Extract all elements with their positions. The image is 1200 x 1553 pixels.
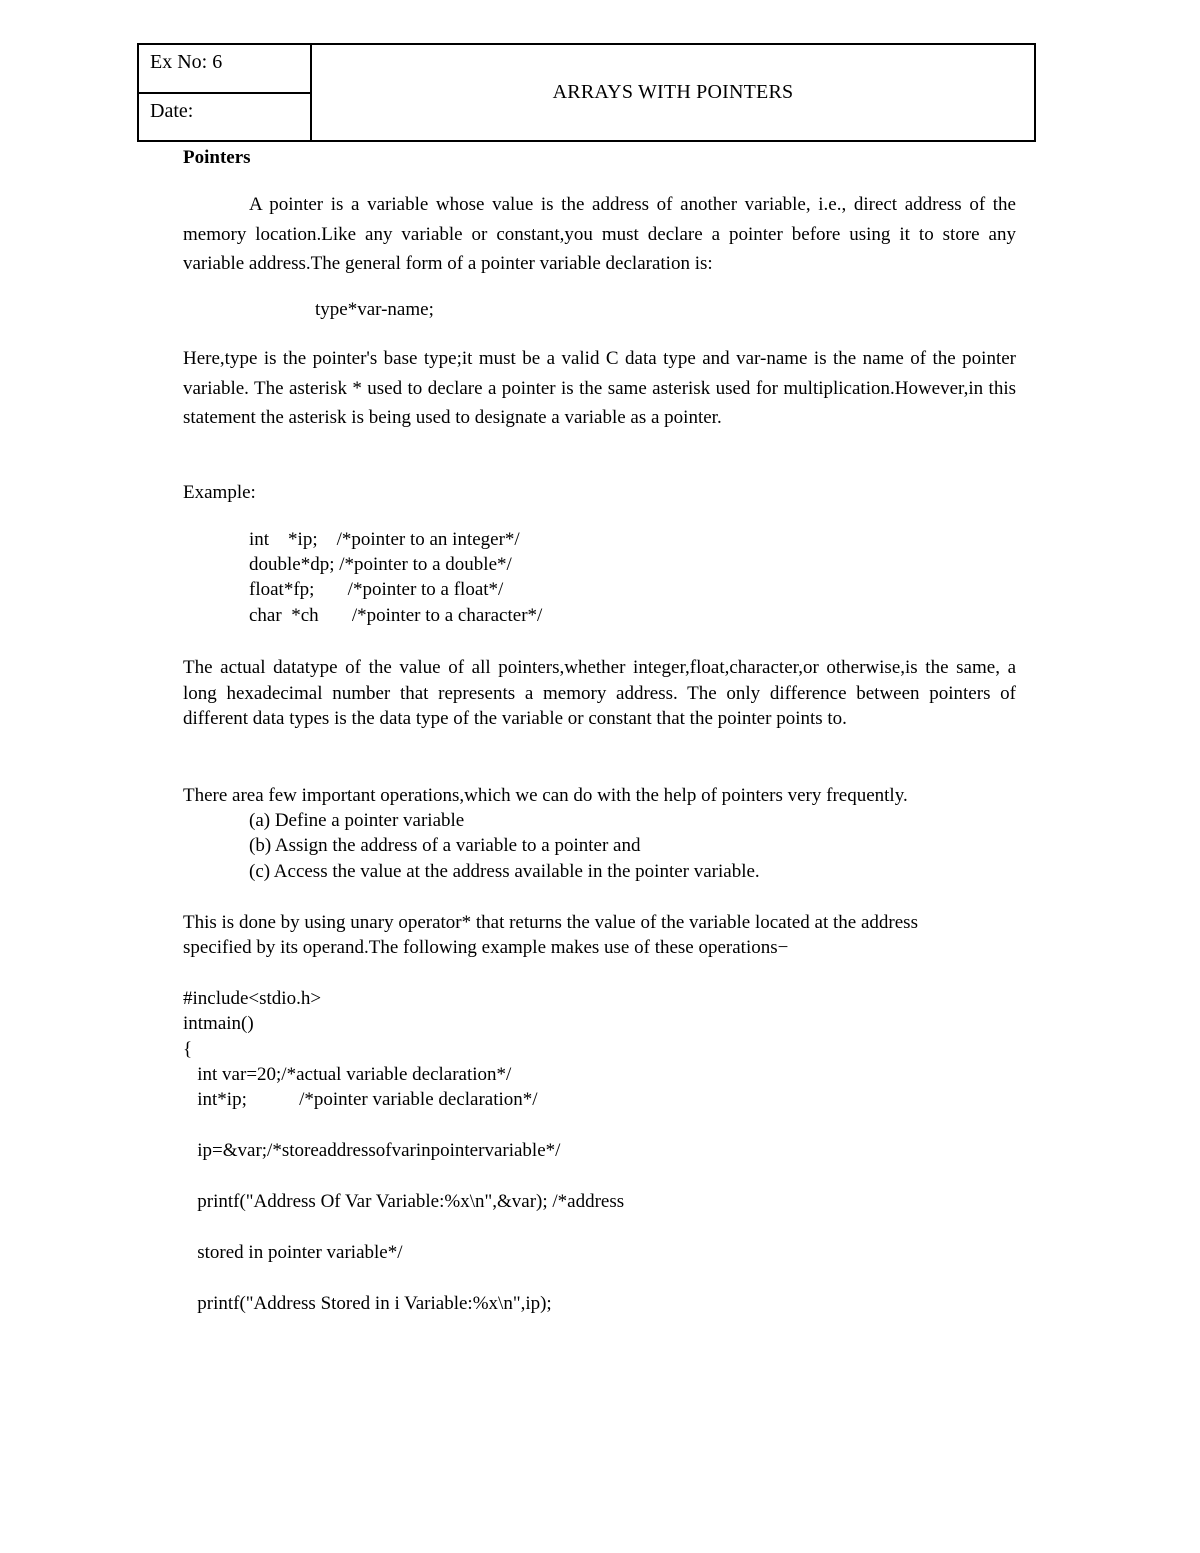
example-line: char *ch /*pointer to a character*/ — [249, 605, 543, 626]
example-line: float*fp; /*pointer to a float*/ — [249, 579, 504, 600]
datatype-paragraph: The actual datatype of the value of all pointers,whether integer,float,character,or otherwise,is the same, a long hexadecimal number that represents a memory address. The only difference between pointers of different data types is the data type of the variable or constant that the pointer points to. — [183, 657, 1016, 729]
syntax-line: type*var-name; — [315, 299, 434, 320]
code-line: printf("Address Stored in i Variable:%x\n",ip); — [183, 1293, 552, 1314]
unary-paragraph-line: This is done by using unary operator* that returns the value of the variable located at the address — [183, 912, 918, 933]
header-table — [137, 43, 1036, 142]
code-line: #include<stdio.h> — [183, 988, 322, 1009]
operations-intro: There area few important operations,which we can do with the help of pointers very frequently. — [183, 785, 908, 806]
header-left-column — [139, 45, 312, 140]
operation-item: (b) Assign the address of a variable to a pointer and — [249, 835, 641, 856]
intro-paragraph: A pointer is a variable whose value is the address of another variable, i.e., direct address of the memory location.Like any variable or constant,you must declare a pointer before using it to store any variable address.The general form of a pointer variable declaration is: — [183, 194, 1016, 274]
code-line: { — [183, 1039, 193, 1060]
example-line: double*dp; /*pointer to a double*/ — [249, 554, 512, 575]
operation-item: (a) Define a pointer variable — [249, 810, 465, 831]
code-line: printf("Address Of Var Variable:%x\n",&var); /*address — [183, 1191, 625, 1212]
operation-item: (c) Access the value at the address available in the pointer variable. — [249, 861, 760, 882]
date-label: Date: — [150, 100, 194, 122]
code-line: intmain() — [183, 1013, 254, 1034]
explanation-paragraph: Here,type is the pointer's base type;it must be a valid C data type and var-name is the name of the pointer variable. The asterisk * used to declare a pointer is the same asterisk used for multiplication.However,in this statement the asterisk is being used to designate a variable as a pointer. — [183, 348, 1016, 428]
code-line: int var=20;/*actual variable declaration*/ — [183, 1064, 512, 1085]
code-line: int*ip; /*pointer variable declaration*/ — [183, 1089, 538, 1110]
code-line: stored in pointer variable*/ — [183, 1242, 403, 1263]
code-line: ip=&var;/*storeaddressofvarinpointervariable*/ — [183, 1140, 561, 1161]
document-title: ARRAYS WITH POINTERS — [552, 81, 794, 103]
ex-no-label: Ex No: 6 — [150, 51, 223, 73]
unary-paragraph-line: specified by its operand.The following example makes use of these operations− — [183, 937, 789, 958]
ex-no-cell — [139, 45, 310, 94]
example-line: int *ip; /*pointer to an integer*/ — [249, 529, 520, 550]
example-label: Example: — [183, 482, 256, 503]
section-heading: Pointers — [183, 147, 251, 168]
date-cell — [139, 94, 310, 140]
